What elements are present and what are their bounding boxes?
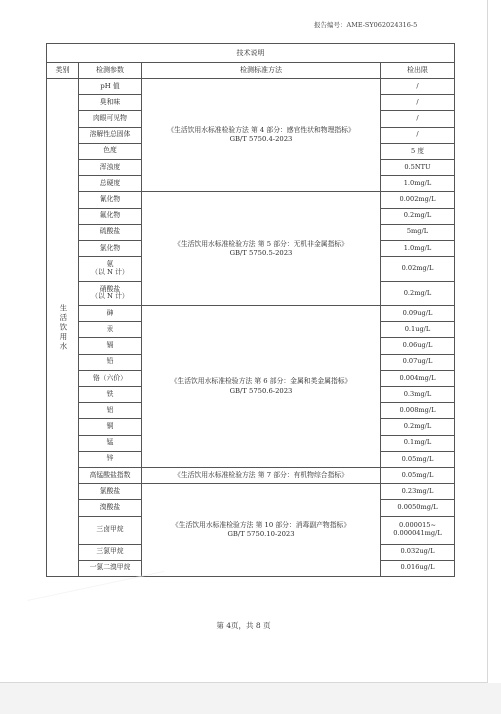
method-code: GB/T 5750.4-2023	[229, 135, 293, 144]
param-cell: 汞	[79, 322, 142, 338]
param-cell: 锌	[79, 451, 142, 467]
limit-cell: 0.05mg/L	[381, 467, 455, 483]
limit-value: 0.000015~	[399, 521, 436, 530]
param-cell: 铅	[79, 354, 142, 370]
param-note: （以 N 计）	[91, 267, 129, 276]
method-title: 《生活饮用水标准检验方法 第 10 部分：消毒副产物指标》	[171, 520, 351, 529]
limit-cell: 0.2mg/L	[381, 419, 455, 435]
limit-cell	[381, 516, 455, 544]
method-title: 《生活饮用水标准检验方法 第 6 部分：金属和类金属指标》	[170, 377, 352, 386]
limit-cell: 0.3mg/L	[381, 387, 455, 403]
param-cell: 氰化物	[79, 192, 142, 208]
param-cell: 氯化物	[79, 240, 142, 256]
method-cell-part6	[142, 306, 381, 468]
limit-cell: 5mg/L	[381, 224, 455, 240]
param-cell	[79, 281, 142, 306]
param-cell: 色度	[79, 143, 142, 159]
param-note: （以 N 计）	[91, 292, 129, 301]
param-cell: 氯酸盐	[79, 484, 142, 500]
page-number: 第 4页，共 8 页	[216, 621, 271, 630]
limit-cell: 0.5NTU	[381, 159, 455, 175]
param-cell: 镉	[79, 338, 142, 354]
method-cell-part10	[142, 484, 381, 577]
limit-cell: 0.0050mg/L	[381, 500, 455, 516]
limit-cell: 0.032ug/L	[381, 544, 455, 560]
method-title: 《生活饮用水标准检验方法 第 4 部分：感官性状和物理指标》	[167, 125, 355, 134]
method-code: GB/T 5750.10-2023	[227, 530, 295, 538]
limit-cell: 0.1mg/L	[381, 435, 455, 451]
limit-cell: 0.23mg/L	[381, 484, 455, 500]
limit-cell: 0.002mg/L	[381, 192, 455, 208]
limit-cell: 0.004mg/L	[381, 370, 455, 386]
category-cell: 生活饮用水	[47, 79, 79, 577]
limit-value-cont: 0.000041mg/L	[393, 529, 442, 537]
technical-specification-table	[46, 43, 455, 577]
param-cell: 臭和味	[79, 95, 142, 111]
header-limit: 检出限	[381, 63, 455, 79]
param-cell: 总硬度	[79, 176, 142, 192]
limit-cell: 1.0mg/L	[381, 240, 455, 256]
param-cell: 三氯甲烷	[79, 544, 142, 560]
limit-cell: 0.2mg/L	[381, 281, 455, 306]
param-cell: pH 值	[79, 79, 142, 95]
method-title: 《生活饮用水标准检验方法 第 5 部分：无机非金属指标》	[174, 239, 348, 248]
param-cell: 锰	[79, 435, 142, 451]
param-cell: 溴酸盐	[79, 500, 142, 516]
method-cell-part4	[142, 79, 381, 192]
limit-cell: 0.1ug/L	[381, 322, 455, 338]
limit-cell: 1.0mg/L	[381, 176, 455, 192]
limit-cell: 0.09ug/L	[381, 306, 455, 322]
param-cell: 浑浊度	[79, 159, 142, 175]
method-code: GB/T 5750.5-2023	[229, 248, 293, 257]
limit-cell: /	[381, 79, 455, 95]
param-cell: 三卤甲烷	[79, 516, 142, 544]
table-title: 技术说明	[47, 44, 455, 63]
limit-cell: 0.06ug/L	[381, 338, 455, 354]
header-method: 检测标准方法	[142, 63, 381, 79]
param-name: 硝酸盐	[99, 284, 121, 293]
limit-cell: 0.07ug/L	[381, 354, 455, 370]
limit-cell: /	[381, 111, 455, 127]
param-cell	[79, 257, 142, 282]
method-cell-part7	[142, 467, 381, 483]
param-cell: 铜	[79, 419, 142, 435]
param-cell: 高锰酸盐指数	[79, 467, 142, 483]
report-number: 报告编号：AME-SY062024316-5	[314, 21, 418, 29]
header-param: 检测参数	[79, 63, 142, 79]
param-cell: 氟化物	[79, 208, 142, 224]
limit-cell: /	[381, 127, 455, 143]
param-cell: 溶解性总固体	[79, 127, 142, 143]
param-cell: 一氯二溴甲烷	[79, 560, 142, 576]
param-cell: 砷	[79, 306, 142, 322]
method-code: GB/T 5750.6-2023	[229, 386, 293, 395]
limit-cell: 0.016ug/L	[381, 560, 455, 576]
param-name: 氨	[106, 260, 114, 268]
limit-cell: 0.02mg/L	[381, 257, 455, 282]
viewer-background	[0, 683, 501, 714]
method-cell-part5	[142, 192, 381, 306]
method-title: 《生活饮用水标准检验方法 第 7 部分：有机物综合指标》	[174, 470, 348, 479]
header-category: 类别	[47, 63, 79, 79]
limit-cell: 0.008mg/L	[381, 403, 455, 419]
param-cell: 硫酸盐	[79, 224, 142, 240]
param-cell: 铝	[79, 403, 142, 419]
param-cell: 肉眼可见物	[79, 111, 142, 127]
limit-cell: 5 度	[381, 143, 455, 159]
param-cell: 铁	[79, 387, 142, 403]
limit-cell: /	[381, 95, 455, 111]
limit-cell: 0.2mg/L	[381, 208, 455, 224]
param-cell: 铬（六价）	[79, 370, 142, 386]
limit-cell: 0.05mg/L	[381, 451, 455, 467]
